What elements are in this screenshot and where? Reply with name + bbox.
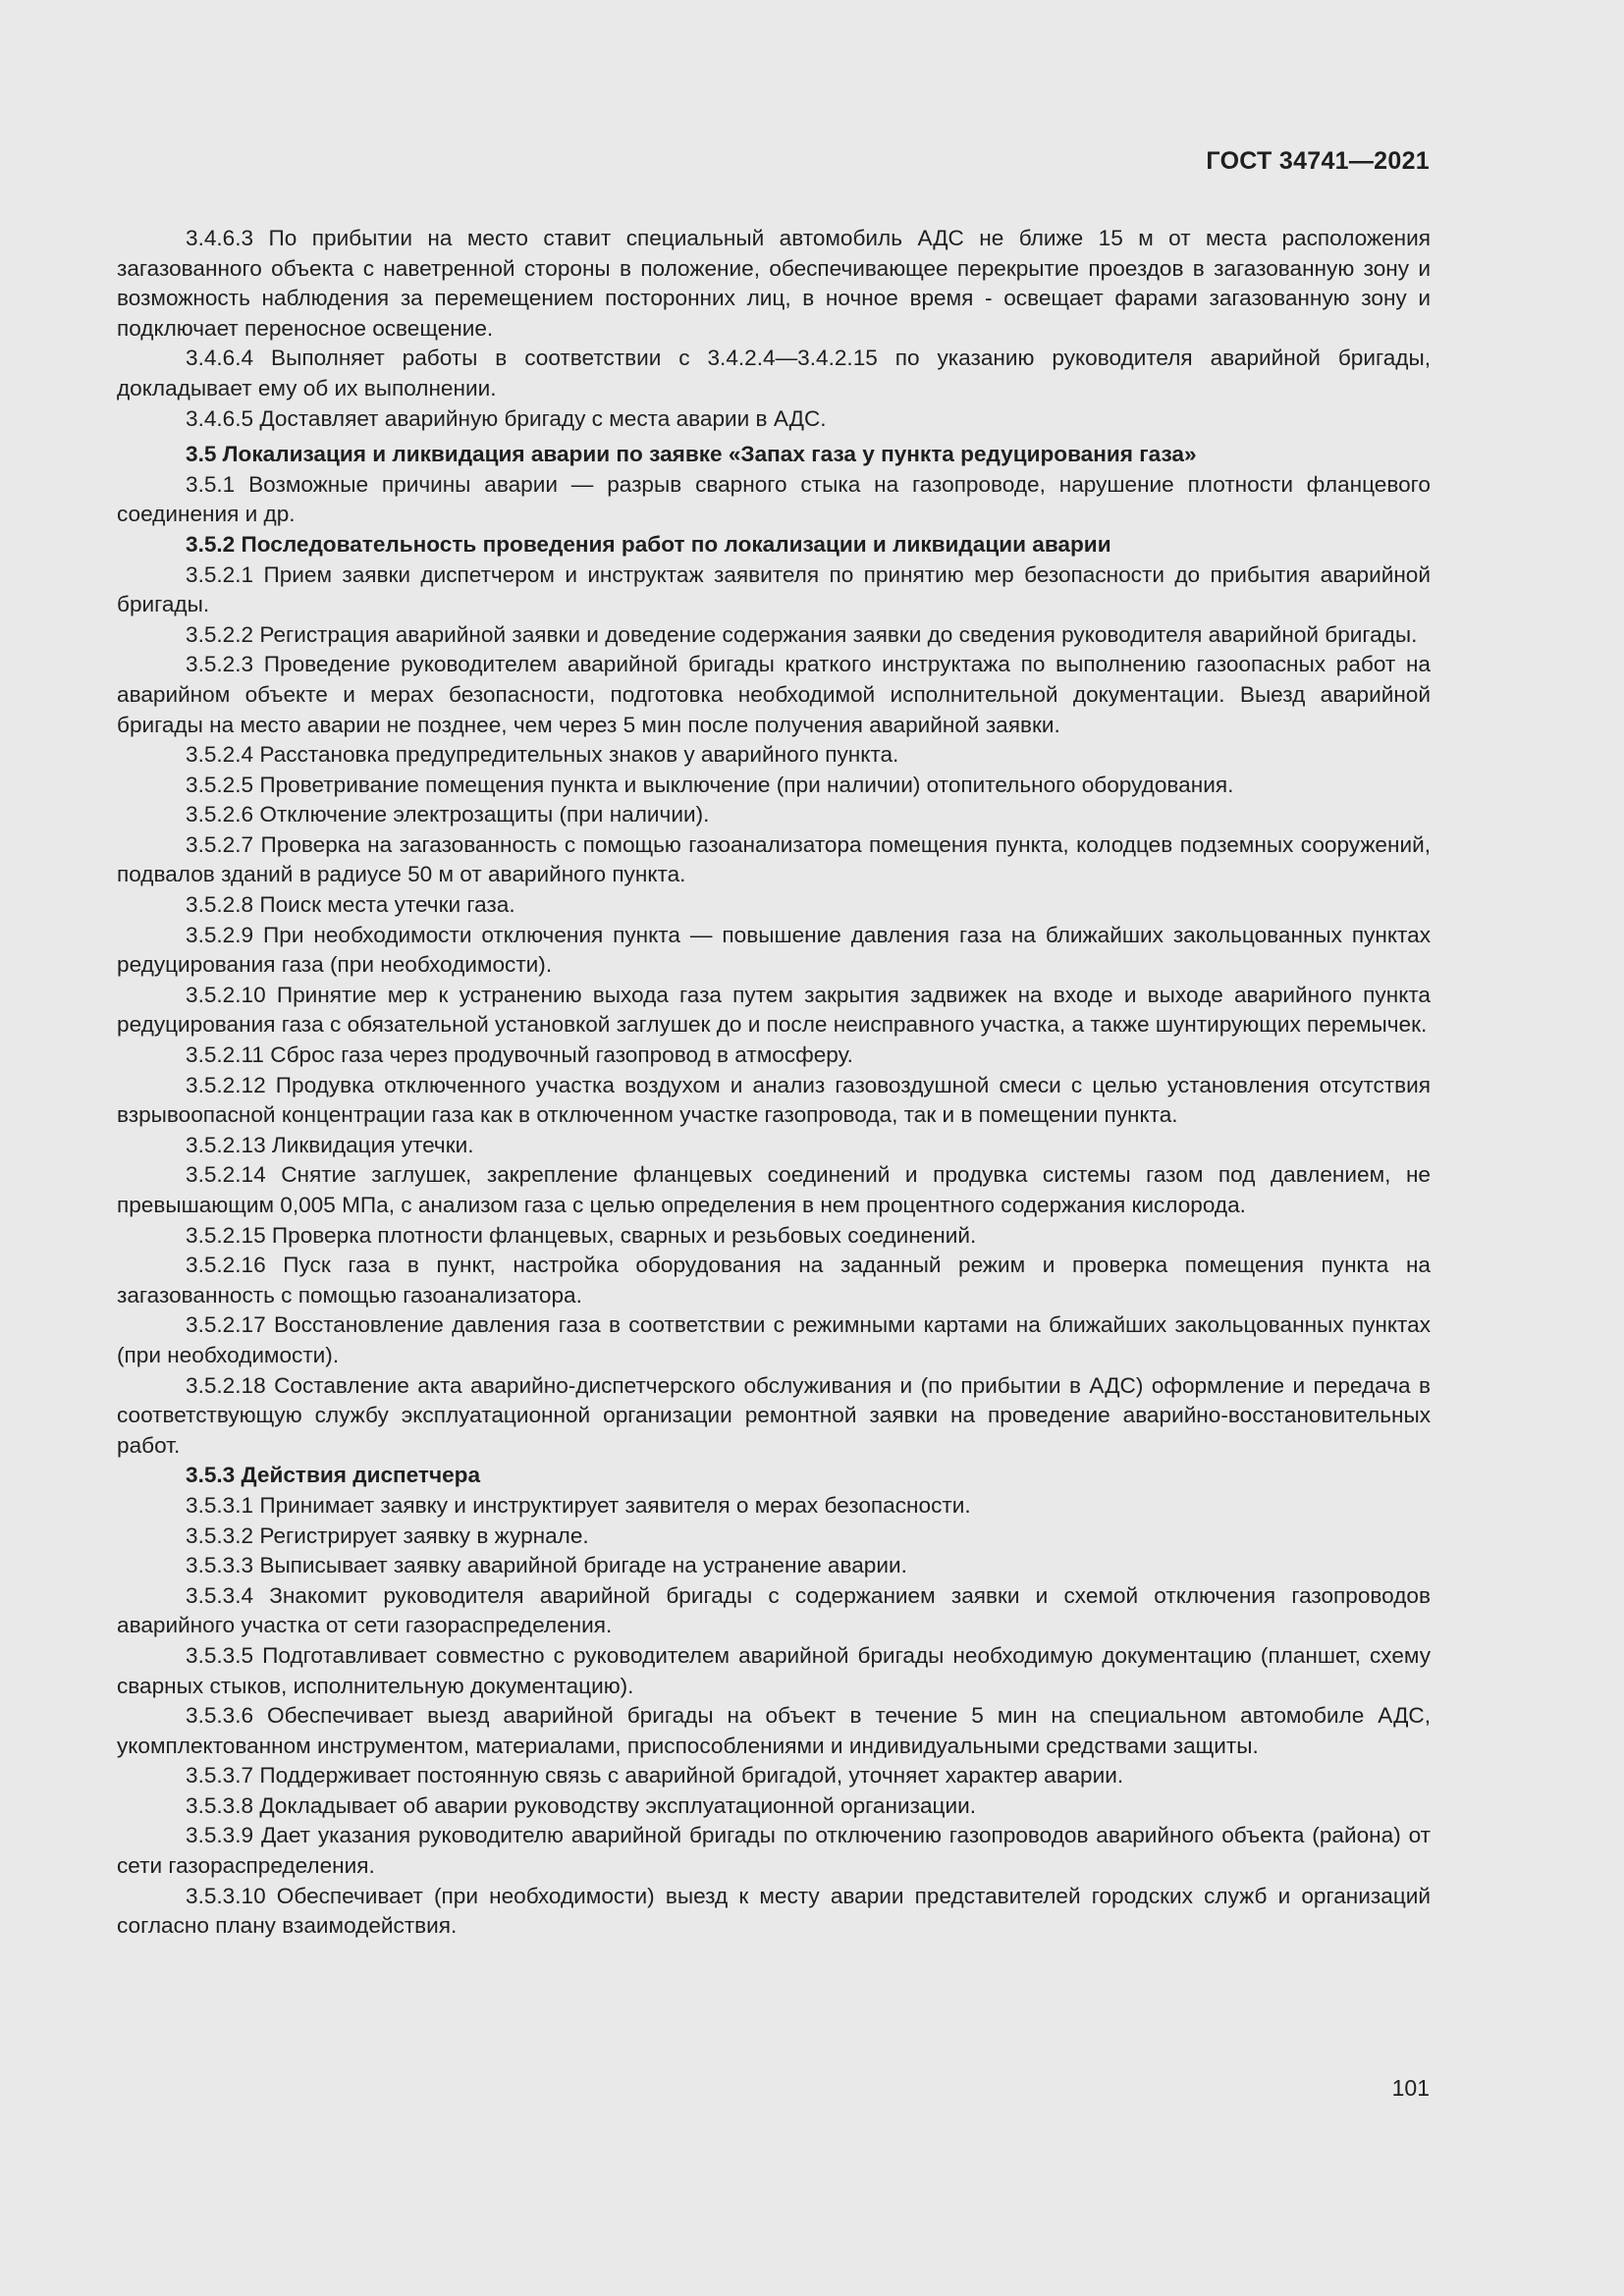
- section-heading: 3.5.3 Действия диспетчера: [186, 1463, 481, 1488]
- paragraph: 3.5.2.18 Составление акта аварийно-диспетчерского обслуживания и (по прибытии в АДС) оформление и передача в соответствующую службу эксплуатационной организации ремонтной заявки на проведение аварийно-восстановительных работ.: [117, 1372, 1431, 1458]
- paragraph: 3.5.2.14 Снятие заглушек, закрепление фланцевых соединений и продувка системы газом под давлением, не превышающим 0,005 МПа, с анализом газа с целью определения в нем процентного содержания кислорода.: [117, 1162, 1431, 1217]
- paragraph: 3.5.2.8 Поиск места утечки газа.: [186, 892, 515, 918]
- document-body: [117, 224, 1431, 1942]
- paragraph: 3.5.2.11 Сброс газа через продувочный газопровод в атмосферу.: [186, 1042, 853, 1068]
- paragraph: 3.5.3.1 Принимает заявку и инструктирует заявителя о мерах безопасности.: [186, 1492, 971, 1518]
- paragraph: 3.5.1 Возможные причины аварии — разрыв сварного стыка на газопроводе, нарушение плотности фланцевого соединения и др.: [117, 471, 1431, 527]
- paragraph: 3.5.2.6 Отключение электрозащиты (при наличии).: [186, 802, 710, 828]
- paragraph: 3.4.6.4 Выполняет работы в соответствии с 3.4.2.4—3.4.2.15 по указанию руководителя аварийной бригады, докладывает ему об их выполнении.: [117, 346, 1431, 400]
- document-header: ГОСТ 34741—2021: [1206, 147, 1430, 175]
- paragraph: 3.5.3.6 Обеспечивает выезд аварийной бригады на объект в течение 5 мин на специальном автомобиле АДС, укомплектованном инструментом, материалами, приспособлениями и индивидуальными средствами защиты.: [117, 1703, 1431, 1758]
- paragraph: 3.5.3.7 Поддерживает постоянную связь с аварийной бригадой, уточняет характер аварии.: [186, 1763, 1124, 1789]
- paragraph: 3.5.2.12 Продувка отключенного участка воздухом и анализ газовоздушной смеси с целью установления отсутствия взрывоопасной концентрации газа как в отключенном участке газопровода, так и в помещении пункта.: [117, 1072, 1431, 1128]
- paragraph: 3.5.2.15 Проверка плотности фланцевых, сварных и резьбовых соединений.: [186, 1222, 977, 1248]
- paragraph: 3.5.2.2 Регистрация аварийной заявки и доведение содержания заявки до сведения руководителя аварийной бригады.: [186, 621, 1418, 647]
- paragraph: 3.5.2.17 Восстановление давления газа в соответствии с режимными картами на ближайших закольцованных пунктах (при необходимости).: [117, 1312, 1431, 1367]
- paragraph: 3.5.3.4 Знакомит руководителя аварийной бригады с содержанием заявки и схемой отключения газопроводов аварийного участка от сети газораспределения.: [117, 1582, 1431, 1638]
- section-heading: 3.5 Локализация и ликвидация аварии по заявке «Запах газа у пункта редуцирования газа»: [186, 442, 1197, 467]
- paragraph: 3.5.2.3 Проведение руководителем аварийной бригады краткого инструктажа по выполнению газоопасных работ на аварийном объекте и мерах безопасности, подготовка необходимой исполнительной документации. Выезд аварийной бригады на место аварии не позднее, чем через 5 мин после получения аварийной заявки.: [117, 652, 1431, 737]
- section-heading: 3.5.2 Последовательность проведения работ по локализации и ликвидации аварии: [186, 531, 1111, 557]
- paragraph: 3.4.6.3 По прибытии на место ставит специальный автомобиль АДС не ближе 15 м от места расположения загазованного объекта с наветренной стороны в положение, обеспечивающее перекрытие проездов в загазованную зону и возможность наблюдения за перемещением посторонних лиц, в ночное время - освещает фарами загазованную зону и подключает переносное освещение.: [117, 226, 1431, 341]
- page-number: 101: [1391, 2075, 1430, 2101]
- paragraph: 3.4.6.5 Доставляет аварийную бригаду с места аварии в АДС.: [186, 405, 827, 431]
- paragraph: 3.5.2.16 Пуск газа в пункт, настройка оборудования на заданный режим и проверка помещения пункта на загазованность с помощью газоанализатора.: [117, 1253, 1431, 1308]
- paragraph: 3.5.3.10 Обеспечивает (при необходимости) выезд к месту аварии представителей городских служб и организаций согласно плану взаимодействия.: [117, 1883, 1431, 1939]
- paragraph: 3.5.2.9 При необходимости отключения пункта — повышение давления газа на ближайших закольцованных пунктах редуцирования газа (при необходимости).: [117, 922, 1431, 978]
- paragraph: 3.5.2.7 Проверка на загазованность с помощью газоанализатора помещения пункта, колодцев подземных сооружений, подвалов зданий в радиусе 50 м от аварийного пункта.: [117, 831, 1431, 887]
- paragraph: 3.5.2.4 Расстановка предупредительных знаков у аварийного пункта.: [186, 742, 899, 768]
- paragraph: 3.5.3.3 Выписывает заявку аварийной бригаде на устранение аварии.: [186, 1553, 907, 1578]
- paragraph: 3.5.3.9 Дает указания руководителю аварийной бригады по отключению газопроводов аварийного объекта (района) от сети газораспределения.: [117, 1823, 1431, 1879]
- paragraph: 3.5.3.2 Регистрирует заявку в журнале.: [186, 1522, 589, 1548]
- paragraph: 3.5.2.5 Проветривание помещения пункта и выключение (при наличии) отопительного оборудования.: [186, 772, 1234, 797]
- paragraph: 3.5.3.5 Подготавливает совместно с руководителем аварийной бригады необходимую документацию (планшет, схему сварных стыков, исполнительную документацию).: [117, 1642, 1431, 1698]
- paragraph: 3.5.2.1 Прием заявки диспетчером и инструктаж заявителя по принятию мер безопасности до прибытия аварийной бригады.: [117, 561, 1431, 617]
- paragraph: 3.5.2.10 Принятие мер к устранению выхода газа путем закрытия задвижек на входе и выходе аварийного пункта редуцирования газа с обязательной установкой заглушек до и после неисправного участка, а также шунтирующих перемычек.: [117, 982, 1431, 1038]
- paragraph: 3.5.2.13 Ликвидация утечки.: [186, 1132, 474, 1157]
- paragraph: 3.5.3.8 Докладывает об аварии руководству эксплуатационной организации.: [186, 1792, 976, 1818]
